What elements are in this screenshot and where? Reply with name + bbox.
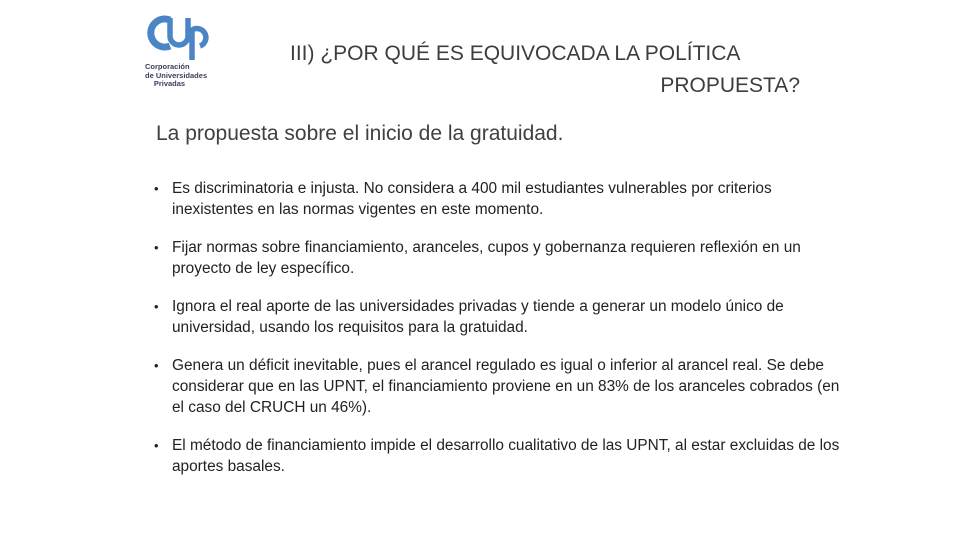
logo-line-3: Privadas xyxy=(153,79,186,89)
logo xyxy=(140,12,230,96)
bullet-text: El método de financiamiento impide el desarrollo cualitativo de las UPNT, al estar excluidas de los aportes basales. xyxy=(172,437,840,475)
bullet-item xyxy=(152,178,842,220)
bullet-list xyxy=(152,178,842,494)
bullet-item xyxy=(152,296,842,338)
bullet-dot-icon: • xyxy=(154,299,159,314)
logo-line-2: de Universidades xyxy=(145,70,208,80)
logo-line-1: Corporación xyxy=(145,62,190,71)
bullet-item xyxy=(152,237,842,279)
cup-logo-mark-icon xyxy=(140,12,220,64)
bullet-dot-icon: • xyxy=(154,181,159,196)
bullet-text: Fijar normas sobre financiamiento, aranceles, cupos y gobernanza requieren reflexión en un proyecto de ley específico. xyxy=(172,239,801,277)
bullet-item xyxy=(152,435,842,477)
slide-title-line-1: III) ¿POR QUÉ ES EQUIVOCADA LA POLÍTICA xyxy=(290,42,741,65)
bullet-dot-icon: • xyxy=(154,438,159,453)
bullet-text: Ignora el real aporte de las universidades privadas y tiende a generar un modelo único de universidad, usando los requisitos para la gratuidad. xyxy=(172,298,784,336)
slide-title xyxy=(290,38,810,102)
slide-title-line-2: PROPUESTA? xyxy=(660,74,800,97)
logo-text xyxy=(145,63,207,89)
bullet-text: Es discriminatoria e injusta. No considera a 400 mil estudiantes vulnerables por criterios inexistentes en las normas vigentes en este momento. xyxy=(172,180,772,218)
bullet-dot-icon: • xyxy=(154,358,159,373)
bullet-text: Genera un déficit inevitable, pues el arancel regulado es igual o inferior al arancel real. Se debe considerar que en las UPNT, el financiamiento proviene en un 83% de los aranceles cobrados (en el caso del CRUCH un 46%). xyxy=(172,357,840,416)
bullet-dot-icon: • xyxy=(154,240,159,255)
bullet-item xyxy=(152,355,842,418)
slide-subtitle: La propuesta sobre el inicio de la gratuidad. xyxy=(156,122,564,145)
